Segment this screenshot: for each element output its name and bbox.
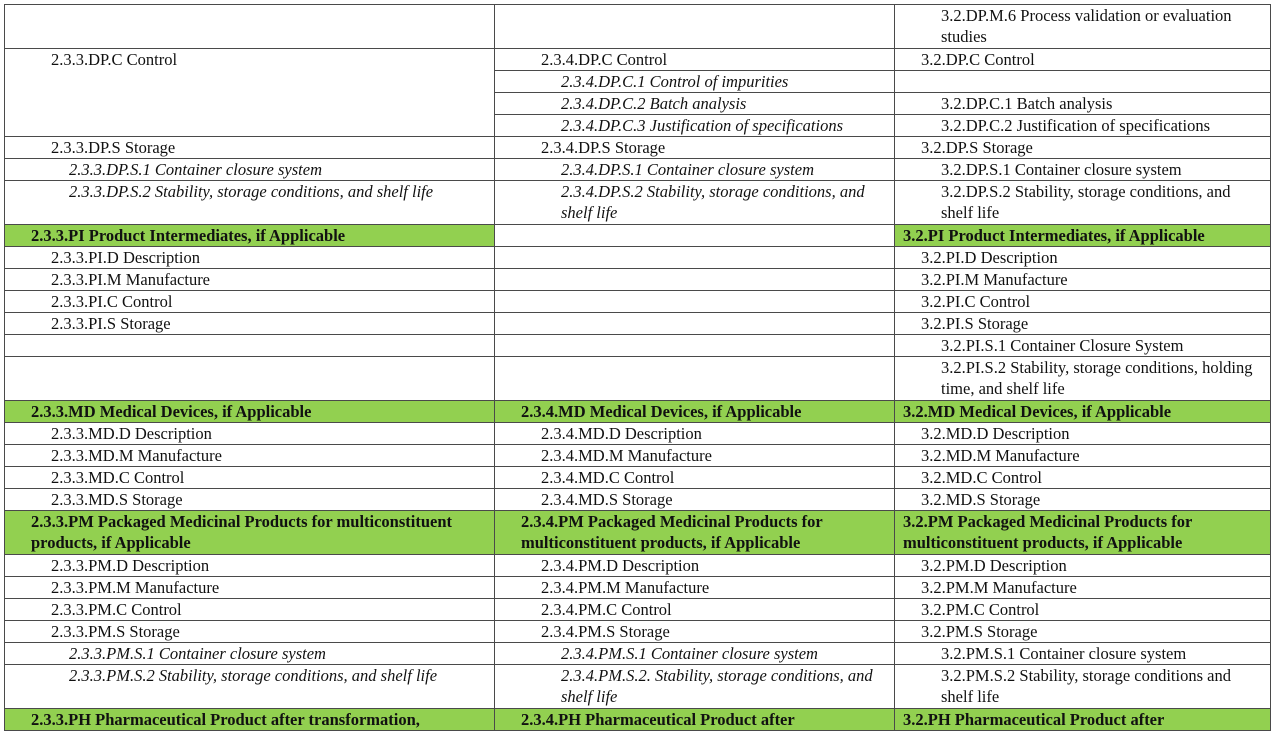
table-cell: [495, 247, 895, 269]
table-cell: 3.2.MD.C Control: [895, 467, 1271, 489]
table-cell: 3.2.PI.C Control: [895, 291, 1271, 313]
table-row: [5, 555, 1271, 577]
table-cell: [5, 335, 495, 357]
table-cell: 3.2.PM.S.2 Stability, storage conditions and shelf life: [895, 665, 1271, 709]
table-cell: 3.2.DP.C Control: [895, 49, 1271, 71]
table-row: [5, 269, 1271, 291]
section-heading: 3.2.MD Medical Devices, if Applicable: [895, 401, 1271, 423]
section-header-row: [5, 401, 1271, 423]
table-cell: [5, 5, 495, 49]
table-cell: 3.2.DP.M.6 Process validation or evaluation studies: [895, 5, 1271, 49]
section-header-row: [5, 511, 1271, 555]
table-cell: 2.3.3.PM.S Storage: [5, 621, 495, 643]
table-cell: 3.2.PM.M Manufacture: [895, 577, 1271, 599]
table-cell: 2.3.4.MD.C Control: [495, 467, 895, 489]
section-heading: 2.3.4.MD Medical Devices, if Applicable: [495, 401, 895, 423]
table-cell: 2.3.3.PM.D Description: [5, 555, 495, 577]
table-cell: 3.2.PI.S.1 Container Closure System: [895, 335, 1271, 357]
table-cell: 2.3.4.DP.C.2 Batch analysis: [495, 93, 895, 115]
table-cell: 2.3.3.PI.C Control: [5, 291, 495, 313]
table-cell: 3.2.PI.M Manufacture: [895, 269, 1271, 291]
table-cell: 2.3.4.DP.S Storage: [495, 137, 895, 159]
table-row: [5, 445, 1271, 467]
table-cell: 3.2.DP.S Storage: [895, 137, 1271, 159]
section-header-row: [5, 225, 1271, 247]
table-cell: 2.3.3.PI.M Manufacture: [5, 269, 495, 291]
table-cell: 2.3.4.PM.S Storage: [495, 621, 895, 643]
table-row: [5, 621, 1271, 643]
table-row: [5, 313, 1271, 335]
table-cell: 3.2.PM.C Control: [895, 599, 1271, 621]
ctd-mapping-table: [4, 4, 1271, 731]
table-cell: 3.2.PM.S.1 Container closure system: [895, 643, 1271, 665]
table-row: [5, 665, 1271, 709]
table-cell: [895, 71, 1271, 93]
table-row: [5, 247, 1271, 269]
table-cell: 3.2.DP.C.1 Batch analysis: [895, 93, 1271, 115]
table-cell: 2.3.4.PM.C Control: [495, 599, 895, 621]
table-row: [5, 159, 1271, 181]
table-cell: 2.3.3.MD.D Description: [5, 423, 495, 445]
table-cell: 3.2.DP.C.2 Justification of specifications: [895, 115, 1271, 137]
table-cell: 2.3.4.MD.M Manufacture: [495, 445, 895, 467]
table-cell: 3.2.PM.D Description: [895, 555, 1271, 577]
table-cell: 2.3.4.PM.S.2. Stability, storage conditions, and shelf life: [495, 665, 895, 709]
table-cell: 3.2.MD.D Description: [895, 423, 1271, 445]
section-heading: 2.3.3.PH Pharmaceutical Product after transformation,: [5, 709, 495, 731]
table-cell: 2.3.3.DP.S.2 Stability, storage conditions, and shelf life: [5, 181, 495, 225]
table-cell: 3.2.PI.S.2 Stability, storage conditions, holding time, and shelf life: [895, 357, 1271, 401]
table-cell: 2.3.3.PM.C Control: [5, 599, 495, 621]
table-cell: [495, 357, 895, 401]
table-cell: 3.2.PM.S Storage: [895, 621, 1271, 643]
table-cell: 3.2.DP.S.2 Stability, storage conditions, and shelf life: [895, 181, 1271, 225]
table-cell: 3.2.MD.M Manufacture: [895, 445, 1271, 467]
table-cell: 3.2.DP.S.1 Container closure system: [895, 159, 1271, 181]
table-cell: 2.3.4.DP.S.2 Stability, storage conditions, and shelf life: [495, 181, 895, 225]
table-cell: 2.3.4.DP.S.1 Container closure system: [495, 159, 895, 181]
table-row: [5, 181, 1271, 225]
table-cell: [5, 357, 495, 401]
section-heading: 3.2.PI Product Intermediates, if Applicable: [895, 225, 1271, 247]
table-row: [5, 577, 1271, 599]
table-row: [5, 423, 1271, 445]
section-heading: 2.3.3.PI Product Intermediates, if Applicable: [5, 225, 495, 247]
table-cell: 2.3.3.DP.S.1 Container closure system: [5, 159, 495, 181]
table-row: [5, 489, 1271, 511]
table-cell: 2.3.4.PM.S.1 Container closure system: [495, 643, 895, 665]
table-cell: 2.3.3.PM.M Manufacture: [5, 577, 495, 599]
table-row: [5, 5, 1271, 49]
table-cell: [495, 291, 895, 313]
table-cell: [495, 5, 895, 49]
section-heading: 2.3.4.PM Packaged Medicinal Products for multiconstituent products, if Applicable: [495, 511, 895, 555]
table-row: [5, 357, 1271, 401]
table-cell: 2.3.3.MD.M Manufacture: [5, 445, 495, 467]
table-cell: [495, 335, 895, 357]
table-row: [5, 643, 1271, 665]
section-heading: 3.2.PH Pharmaceutical Product after: [895, 709, 1271, 731]
table-row: [5, 599, 1271, 621]
table-cell: 2.3.4.MD.S Storage: [495, 489, 895, 511]
table-cell: 2.3.4.MD.D Description: [495, 423, 895, 445]
table-cell: 2.3.4.DP.C Control: [495, 49, 895, 71]
table-cell: [495, 269, 895, 291]
table-cell: 2.3.3.PM.S.2 Stability, storage conditions, and shelf life: [5, 665, 495, 709]
section-heading: 3.2.PM Packaged Medicinal Products for multiconstituent products, if Applicable: [895, 511, 1271, 555]
table-row: [5, 335, 1271, 357]
table-row: [5, 291, 1271, 313]
table-row: [5, 467, 1271, 489]
table-cell: 2.3.3.PI.S Storage: [5, 313, 495, 335]
section-heading: 2.3.4.PH Pharmaceutical Product after: [495, 709, 895, 731]
table-cell: 2.3.3.DP.S Storage: [5, 137, 495, 159]
table-cell: 2.3.4.DP.C.3 Justification of specifications: [495, 115, 895, 137]
table-cell: 2.3.3.PM.S.1 Container closure system: [5, 643, 495, 665]
section-header-row: [5, 709, 1271, 731]
table-cell: 3.2.PI.S Storage: [895, 313, 1271, 335]
table-row: [5, 49, 1271, 71]
table-cell: [495, 225, 895, 247]
table-cell: 2.3.4.PM.M Manufacture: [495, 577, 895, 599]
section-heading: 2.3.3.MD Medical Devices, if Applicable: [5, 401, 495, 423]
table-row: [5, 137, 1271, 159]
table-cell: 3.2.PI.D Description: [895, 247, 1271, 269]
section-heading: 2.3.3.PM Packaged Medicinal Products for multiconstituent products, if Applicable: [5, 511, 495, 555]
table-cell: 2.3.3.MD.C Control: [5, 467, 495, 489]
table-cell: 2.3.3.PI.D Description: [5, 247, 495, 269]
table-cell: 2.3.3.MD.S Storage: [5, 489, 495, 511]
table-cell: [495, 313, 895, 335]
table-cell: 2.3.3.DP.C Control: [5, 49, 495, 137]
table-cell: 3.2.MD.S Storage: [895, 489, 1271, 511]
table-cell: 2.3.4.DP.C.1 Control of impurities: [495, 71, 895, 93]
table-cell: 2.3.4.PM.D Description: [495, 555, 895, 577]
